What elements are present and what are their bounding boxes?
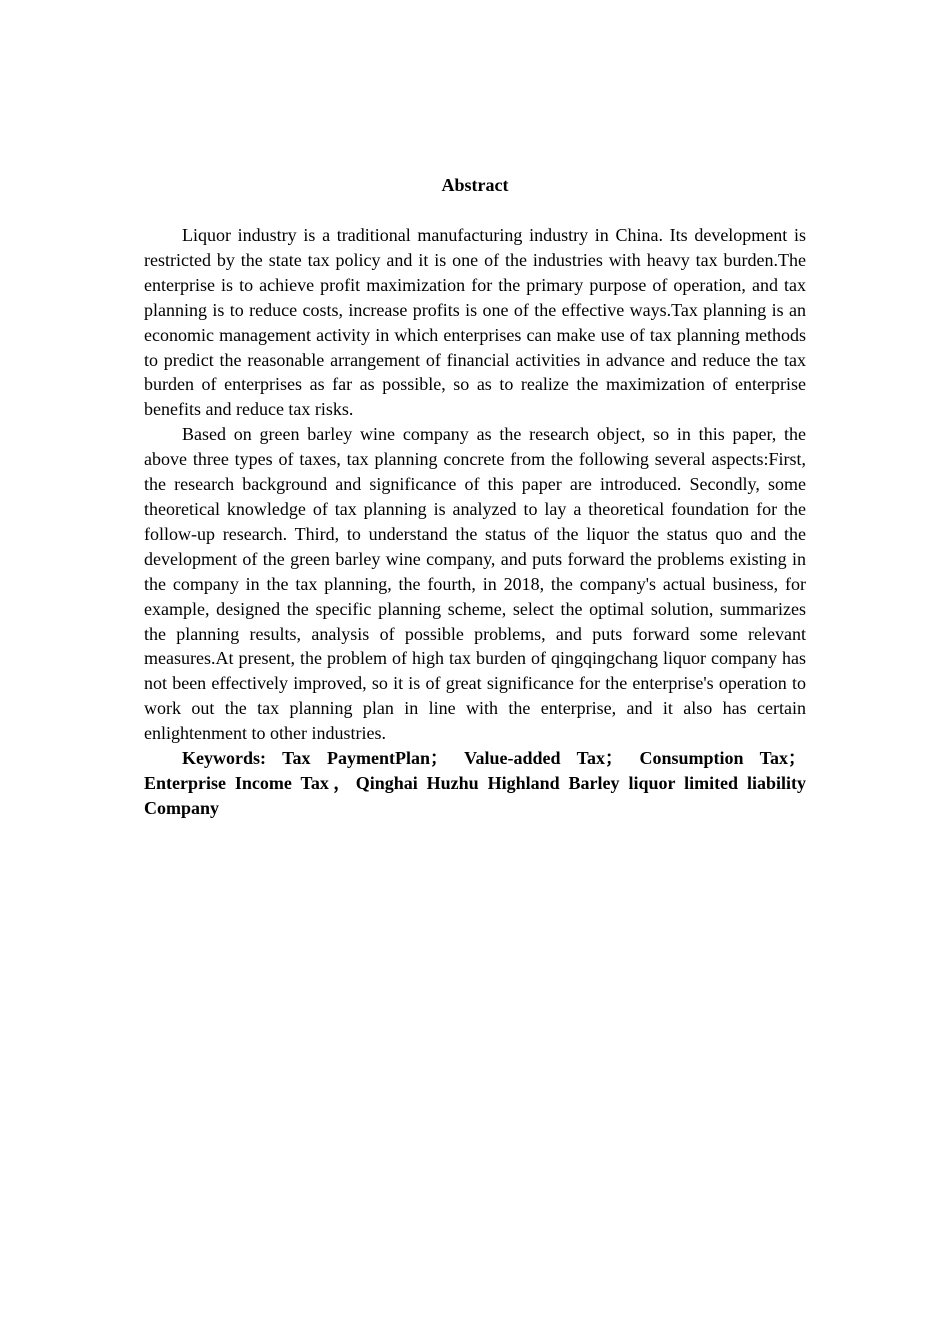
- abstract-title: Abstract: [441, 175, 509, 195]
- keywords-label: Keywords:: [182, 748, 266, 769]
- keywords-line: [144, 746, 806, 821]
- keywords-text: Tax PaymentPlan； Value-added Tax； Consumption Tax；Enterprise Income Tax，Qinghai Huzhu Highland Barley liquor limited liability Company: [144, 748, 806, 818]
- abstract-paragraph-1: Liquor industry is a traditional manufacturing industry in China. Its development is restricted by the state tax policy and it is one of the industries with heavy tax burden.The enterprise is to achieve profit maximization for the primary purpose of operation, and tax planning is to reduce costs, increase profits is one of the effective ways.Tax planning is an economic management activity in which enterprises can make use of tax planning methods to predict the reasonable arrangement of financial activities in advance and reduce the tax burden of enterprises as far as possible, so as to realize the maximization of enterprise benefits and reduce tax risks.: [144, 225, 806, 420]
- abstract-paragraph-2: Based on green barley wine company as the research object, so in this paper, the above three types of taxes, tax planning concrete from the following several aspects:First, the research background and significance of this paper are introduced. Secondly, some theoretical knowledge of tax planning is analyzed to lay a theoretical foundation for the follow-up research. Third, to understand the status of the liquor the status quo and the development of the green barley wine company, and puts forward the problems existing in the company in the tax planning, the fourth, in 2018, the company's actual business, for example, designed the specific planning scheme, select the optimal solution, summarizes the planning results, analysis of possible problems, and puts forward some relevant measures.At present, the problem of high tax burden of qingqingchang liquor company has not been effectively improved, so it is of great significance for the enterprise's operation to work out the tax planning plan in line with the enterprise, and it also has certain enlightenment to other industries.: [144, 424, 806, 744]
- abstract-section: [144, 172, 806, 821]
